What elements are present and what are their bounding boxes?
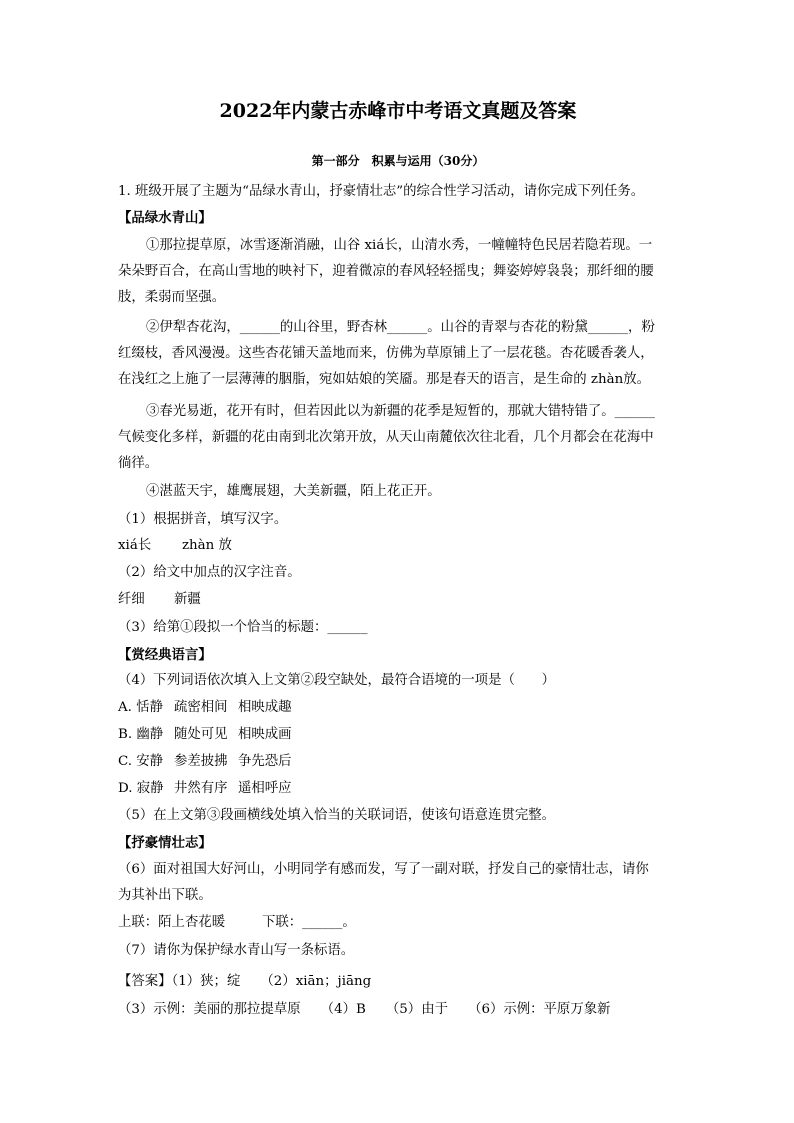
paragraph-2-line-2: 红缀枝，香风漫漫。这些杏花铺天盖地而来，仿佛为草原铺上了一层花毯。杏花暖香袭人， <box>118 346 654 361</box>
sub-question-3: （3）给第①段拟一个恰当的标题：______ <box>118 620 368 635</box>
sub-question-6-line-2: 为其补出下联。 <box>118 888 212 903</box>
sub-question-4: （4）下列词语依次填入上文第②段空缺处，最符合语境的一项是（ ） <box>118 673 556 688</box>
sub-question-2-items <box>118 590 678 610</box>
option-key: D. 寂静 <box>118 781 164 796</box>
part-heading: 第一部分 积累与运用（30分） <box>311 154 485 168</box>
paragraph-4: ④湛蓝天宇，雄鹰展翅，大美新疆，陌上花正开。 <box>146 484 441 499</box>
sub-question-7: （7）请你为保护绿水青山写一条标语。 <box>118 943 355 958</box>
paragraph-2-line-1: ②伊犁杏花沟，______的山谷里，野杏林______。山谷的青翠与杏花的粉黛______，粉 <box>146 320 655 335</box>
option-key: A. 恬静 <box>118 700 163 715</box>
answer-line-2: （3）示例：美丽的那拉提草原 （4）B （5）由于 （6）示例：平原万象新 <box>118 1002 611 1017</box>
paragraph-1-line-3: 肢，柔弱而坚强。 <box>118 290 226 305</box>
phonetic-item-b: 新疆 <box>174 592 201 607</box>
sub-question-2: （2）给文中加点的汉字注音。 <box>118 565 301 580</box>
option-word-2: 相映成趣 <box>238 700 292 715</box>
option-word-1: 随处可见 <box>174 727 228 742</box>
option-key: C. 安静 <box>118 754 164 769</box>
section-heading-1: 【品绿水青山】 <box>118 210 212 226</box>
option-a <box>118 698 678 718</box>
option-b <box>118 725 678 745</box>
sub-question-5: （5）在上文第③段画横线处填入恰当的关联词语，使该句语意连贯完整。 <box>118 808 556 823</box>
section-heading-3: 【抒豪情壮志】 <box>118 835 212 851</box>
couplet <box>118 913 678 933</box>
option-key: B. 幽静 <box>118 727 164 742</box>
couplet-lower: 下联：______。 <box>262 915 356 930</box>
option-c <box>118 752 678 772</box>
option-word-2: 遥相呼应 <box>238 781 292 796</box>
pinyin-item-b: zhàn 放 <box>182 538 232 553</box>
sub-question-6-line-1: （6）面对祖国大好河山，小明同学有感而发，写了一副对联，抒发自己的豪情壮志，请你 <box>118 862 649 877</box>
option-word-1: 参差披拂 <box>174 754 228 769</box>
sub-question-1-items <box>118 536 678 556</box>
paragraph-3-line-3: 徜徉。 <box>118 456 159 471</box>
phonetic-item-a: 纤细 <box>118 592 145 607</box>
answer-line-1: 【答案】（1）狭；绽 （2）xiān；jiāng <box>118 974 372 989</box>
question-1-intro: 1. 班级开展了主题为“品绿水青山，抒豪情壮志”的综合性学习活动，请你完成下列任务。 <box>118 184 645 199</box>
document-title: 2022年内蒙古赤峰市中考语文真题及答案 <box>219 100 577 122</box>
option-word-2: 争先恐后 <box>238 754 292 769</box>
paragraph-1-line-1: ①那拉提草原，冰雪逐渐消融，山谷 xiá长，山清水秀，一幢幢特色民居若隐若现。一 <box>146 238 653 253</box>
paragraph-3-line-1: ③春光易逝，花开有时，但若因此以为新疆的花季是短暂的，那就大错特错了。______ <box>146 404 655 419</box>
paragraph-2-line-3: 在浅红之上施了一层薄薄的胭脂，宛如姑娘的笑靥。那是春天的语言，是生命的 zhàn放。 <box>118 372 650 387</box>
pinyin-item-a: xiá长 <box>118 538 152 553</box>
option-word-1: 井然有序 <box>174 781 228 796</box>
paragraph-1-line-2: 朵朵野百合，在高山雪地的映衬下，迎着微凉的春风轻轻摇曳；舞姿婷婷袅袅；那纤细的腰 <box>118 264 654 279</box>
section-heading-2: 【赏经典语言】 <box>118 647 212 663</box>
option-word-2: 相映成画 <box>238 727 292 742</box>
option-d <box>118 779 678 799</box>
option-word-1: 疏密相间 <box>174 700 228 715</box>
paragraph-3-line-2: 气候变化多样，新疆的花由南到北次第开放，从天山南麓依次往北看，几个月都会在花海中 <box>118 430 654 445</box>
couplet-upper: 上联：陌上杏花暖 <box>118 915 226 930</box>
sub-question-1: （1）根据拼音，填写汉字。 <box>118 512 288 527</box>
